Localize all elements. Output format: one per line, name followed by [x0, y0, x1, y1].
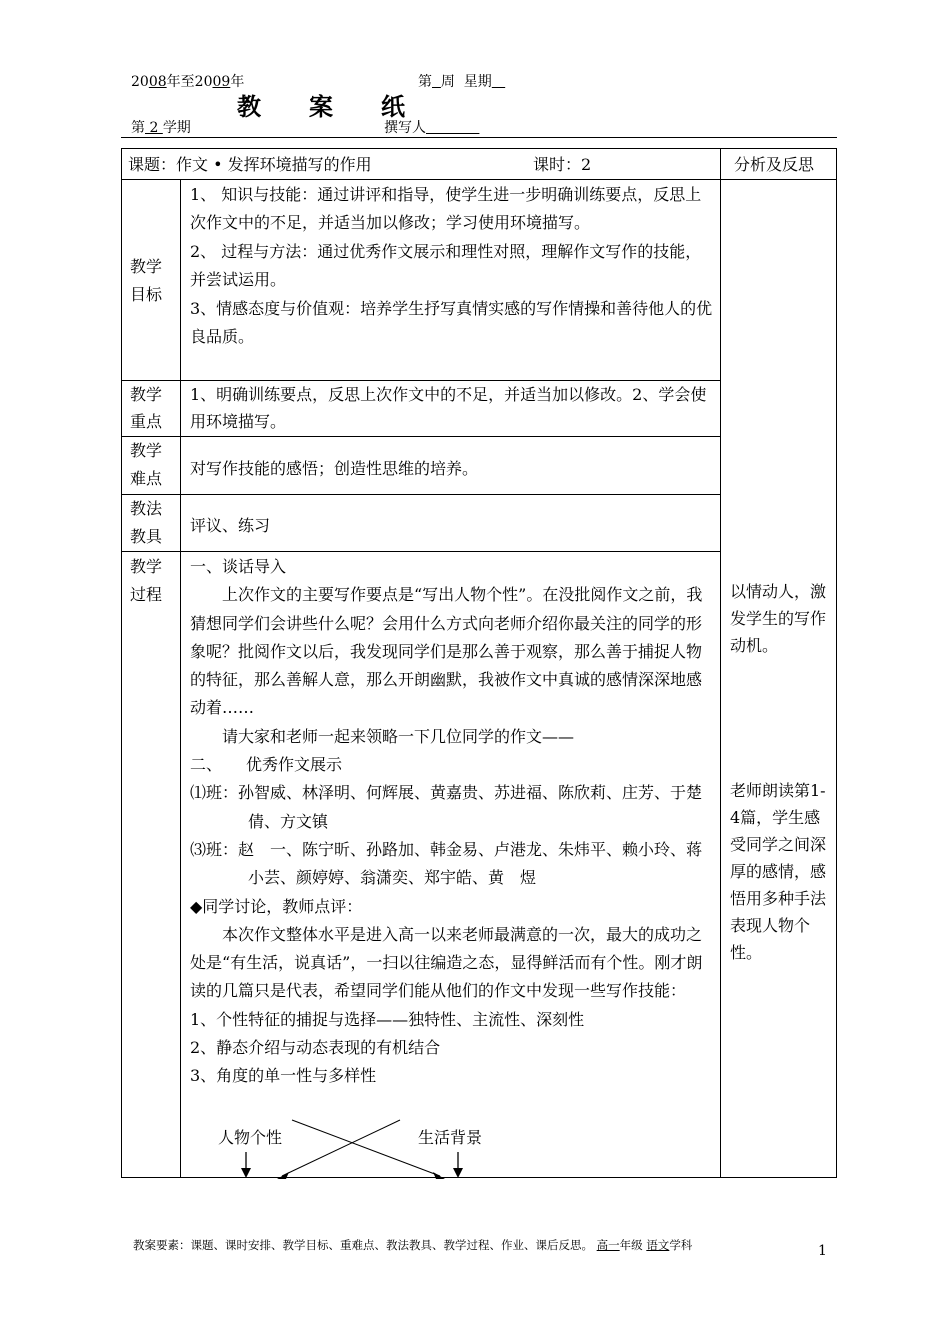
grade-label: 年级	[619, 1238, 643, 1252]
difficulty-label	[130, 437, 162, 493]
goal-item: 1、 知识与技能：通过讲评和指导，使学生进一步明确训练要点，反思上次作文中的不足，并适当加以修改；学习使用环境描写。	[190, 185, 702, 233]
year-to: 09	[212, 74, 231, 90]
year-range	[131, 71, 244, 91]
day-blank	[492, 74, 505, 90]
term-prefix: 第	[131, 120, 145, 136]
cross-arrows-diagram	[230, 1118, 470, 1180]
skill-item: 1、个性特征的捕捉与选择——独特性、主流性、深刻性	[190, 1009, 585, 1029]
term	[131, 117, 191, 137]
goals-content	[190, 181, 715, 351]
process-label-line: 教学	[130, 557, 163, 576]
goal-item: 3、情感态度与价值观：培养学生抒写真情实感的写作情操和善待他人的优良品质。	[190, 298, 713, 347]
analysis-note: 老师朗读第1-4篇，学生感受同学之间深厚的感情，感悟用多种手法表现人物个性。	[730, 781, 827, 962]
table-border	[180, 179, 181, 1178]
class-list: ⑴班：孙智威、林泽明、何辉展、黄嘉贵、苏进福、陈欣莉、庄芳、于楚倩、方文镇	[190, 783, 703, 831]
week-mid: 周 星期	[440, 74, 492, 90]
skill-item: 3、角度的单一性与多样性	[190, 1066, 377, 1086]
method-label	[130, 495, 162, 551]
diagram-right-label: 生活背景	[418, 1128, 483, 1147]
key-label-line: 重点	[130, 412, 163, 431]
section-title: 一、谈话导入	[190, 557, 287, 576]
skill-item: 2、静态介绍与动态表现的有机结合	[190, 1038, 441, 1058]
table-border	[121, 148, 122, 1178]
difficulty-label-line: 教学	[130, 441, 163, 460]
page-number: 1	[818, 1243, 827, 1259]
goals-label-line: 目标	[130, 285, 163, 304]
subject-label: 学科	[669, 1238, 693, 1252]
class-list: ⑶班：赵 一、陈宁昕、孙路加、韩金易、卢港龙、朱炜平、赖小玲、蒋小芸、颜婷婷、翁潇奕、郑宇皓、黄 煜	[190, 839, 703, 888]
footer-text: 教案要素：课题、课时安排、教学目标、重难点、教法教具、教学过程、作业、课后反思。	[133, 1238, 593, 1252]
subject-value: 语文	[646, 1238, 670, 1252]
week-blank	[432, 74, 441, 90]
topic-label: 课题：作文 • 发挥环境描写的作用	[128, 155, 372, 174]
year-suffix: 年	[230, 74, 245, 90]
key-content: 1、明确训练要点，反思上次作文中的不足，并适当加以修改。2、学会使用环境描写。	[190, 385, 707, 431]
section-title: 二、 优秀作文展示	[190, 755, 343, 775]
table-border	[836, 148, 837, 1178]
footer	[133, 1237, 692, 1253]
paragraph: 本次作文整体水平是进入高一以来老师最满意的一次，最大的成功之处是“有生活，说真话”，一扫以往编造之态，显得鲜活而有个性。刚才朗读的几篇只是代表，希望同学们能从他们的作文中发现一些写作技能：	[190, 924, 703, 1001]
method-label-line: 教法	[130, 499, 163, 518]
author	[384, 117, 479, 137]
year-mid: 年至20	[166, 74, 213, 90]
difficulty-label-line: 难点	[130, 469, 163, 488]
author-label: 撰写人	[384, 120, 426, 136]
table-border	[121, 179, 837, 180]
analysis-note: 以情动人，激发学生的写作动机。	[730, 582, 827, 655]
process-content	[190, 553, 715, 1091]
header-rule	[121, 137, 837, 138]
grade-value: 高一	[596, 1238, 620, 1252]
paragraph: 上次作文的主要写作要点是“写出人物个性”。在没批阅作文之前，我猜想同学们会讲些什么呢？会用什么方式向老师介绍你最关注的同学的形象呢？批阅作文以后，我发现同学们是那么善于观察，那么善于捕捉人物的特征，那么善解人意，那么开朗幽默，我被作文中真诚的感情深深地感动着……	[190, 585, 703, 718]
term-value: 2	[145, 120, 163, 136]
key-label	[130, 381, 162, 435]
difficulty-content: 对写作技能的感悟；创造性思维的培养。	[190, 459, 479, 478]
method-content: 评议、练习	[190, 516, 271, 535]
table-border	[121, 1177, 837, 1178]
goals-label-line: 教学	[130, 257, 163, 276]
goal-item: 2、 过程与方法：通过优秀作文展示和理性对照，理解作文写作的技能，并尝试运用。	[190, 241, 702, 290]
analysis-header: 分析及反思	[734, 155, 815, 174]
author-blank	[426, 120, 479, 136]
key-label-line: 教学	[130, 385, 163, 404]
year-prefix: 20	[131, 74, 149, 90]
method-label-line: 教具	[130, 527, 163, 546]
table-border	[720, 148, 721, 1178]
process-label-line: 过程	[130, 585, 163, 604]
discussion-heading: ◆同学讨论，教师点评：	[190, 896, 363, 916]
term-suffix: 学期	[162, 120, 191, 136]
hours-label: 课时：2	[533, 155, 592, 174]
goals-label	[130, 253, 162, 309]
page-title: 教 案 纸	[237, 92, 405, 121]
paragraph: 请大家和老师一起来领略一下几位同学的作文——	[222, 726, 575, 746]
diagram-left-label: 人物个性	[218, 1128, 283, 1147]
week-day	[418, 71, 505, 91]
process-label	[130, 553, 162, 609]
table-border	[121, 551, 721, 552]
table-border	[121, 436, 721, 437]
week-prefix: 第	[418, 74, 432, 90]
year-from: 08	[148, 74, 167, 90]
table-border	[121, 494, 721, 495]
table-border	[121, 148, 837, 149]
